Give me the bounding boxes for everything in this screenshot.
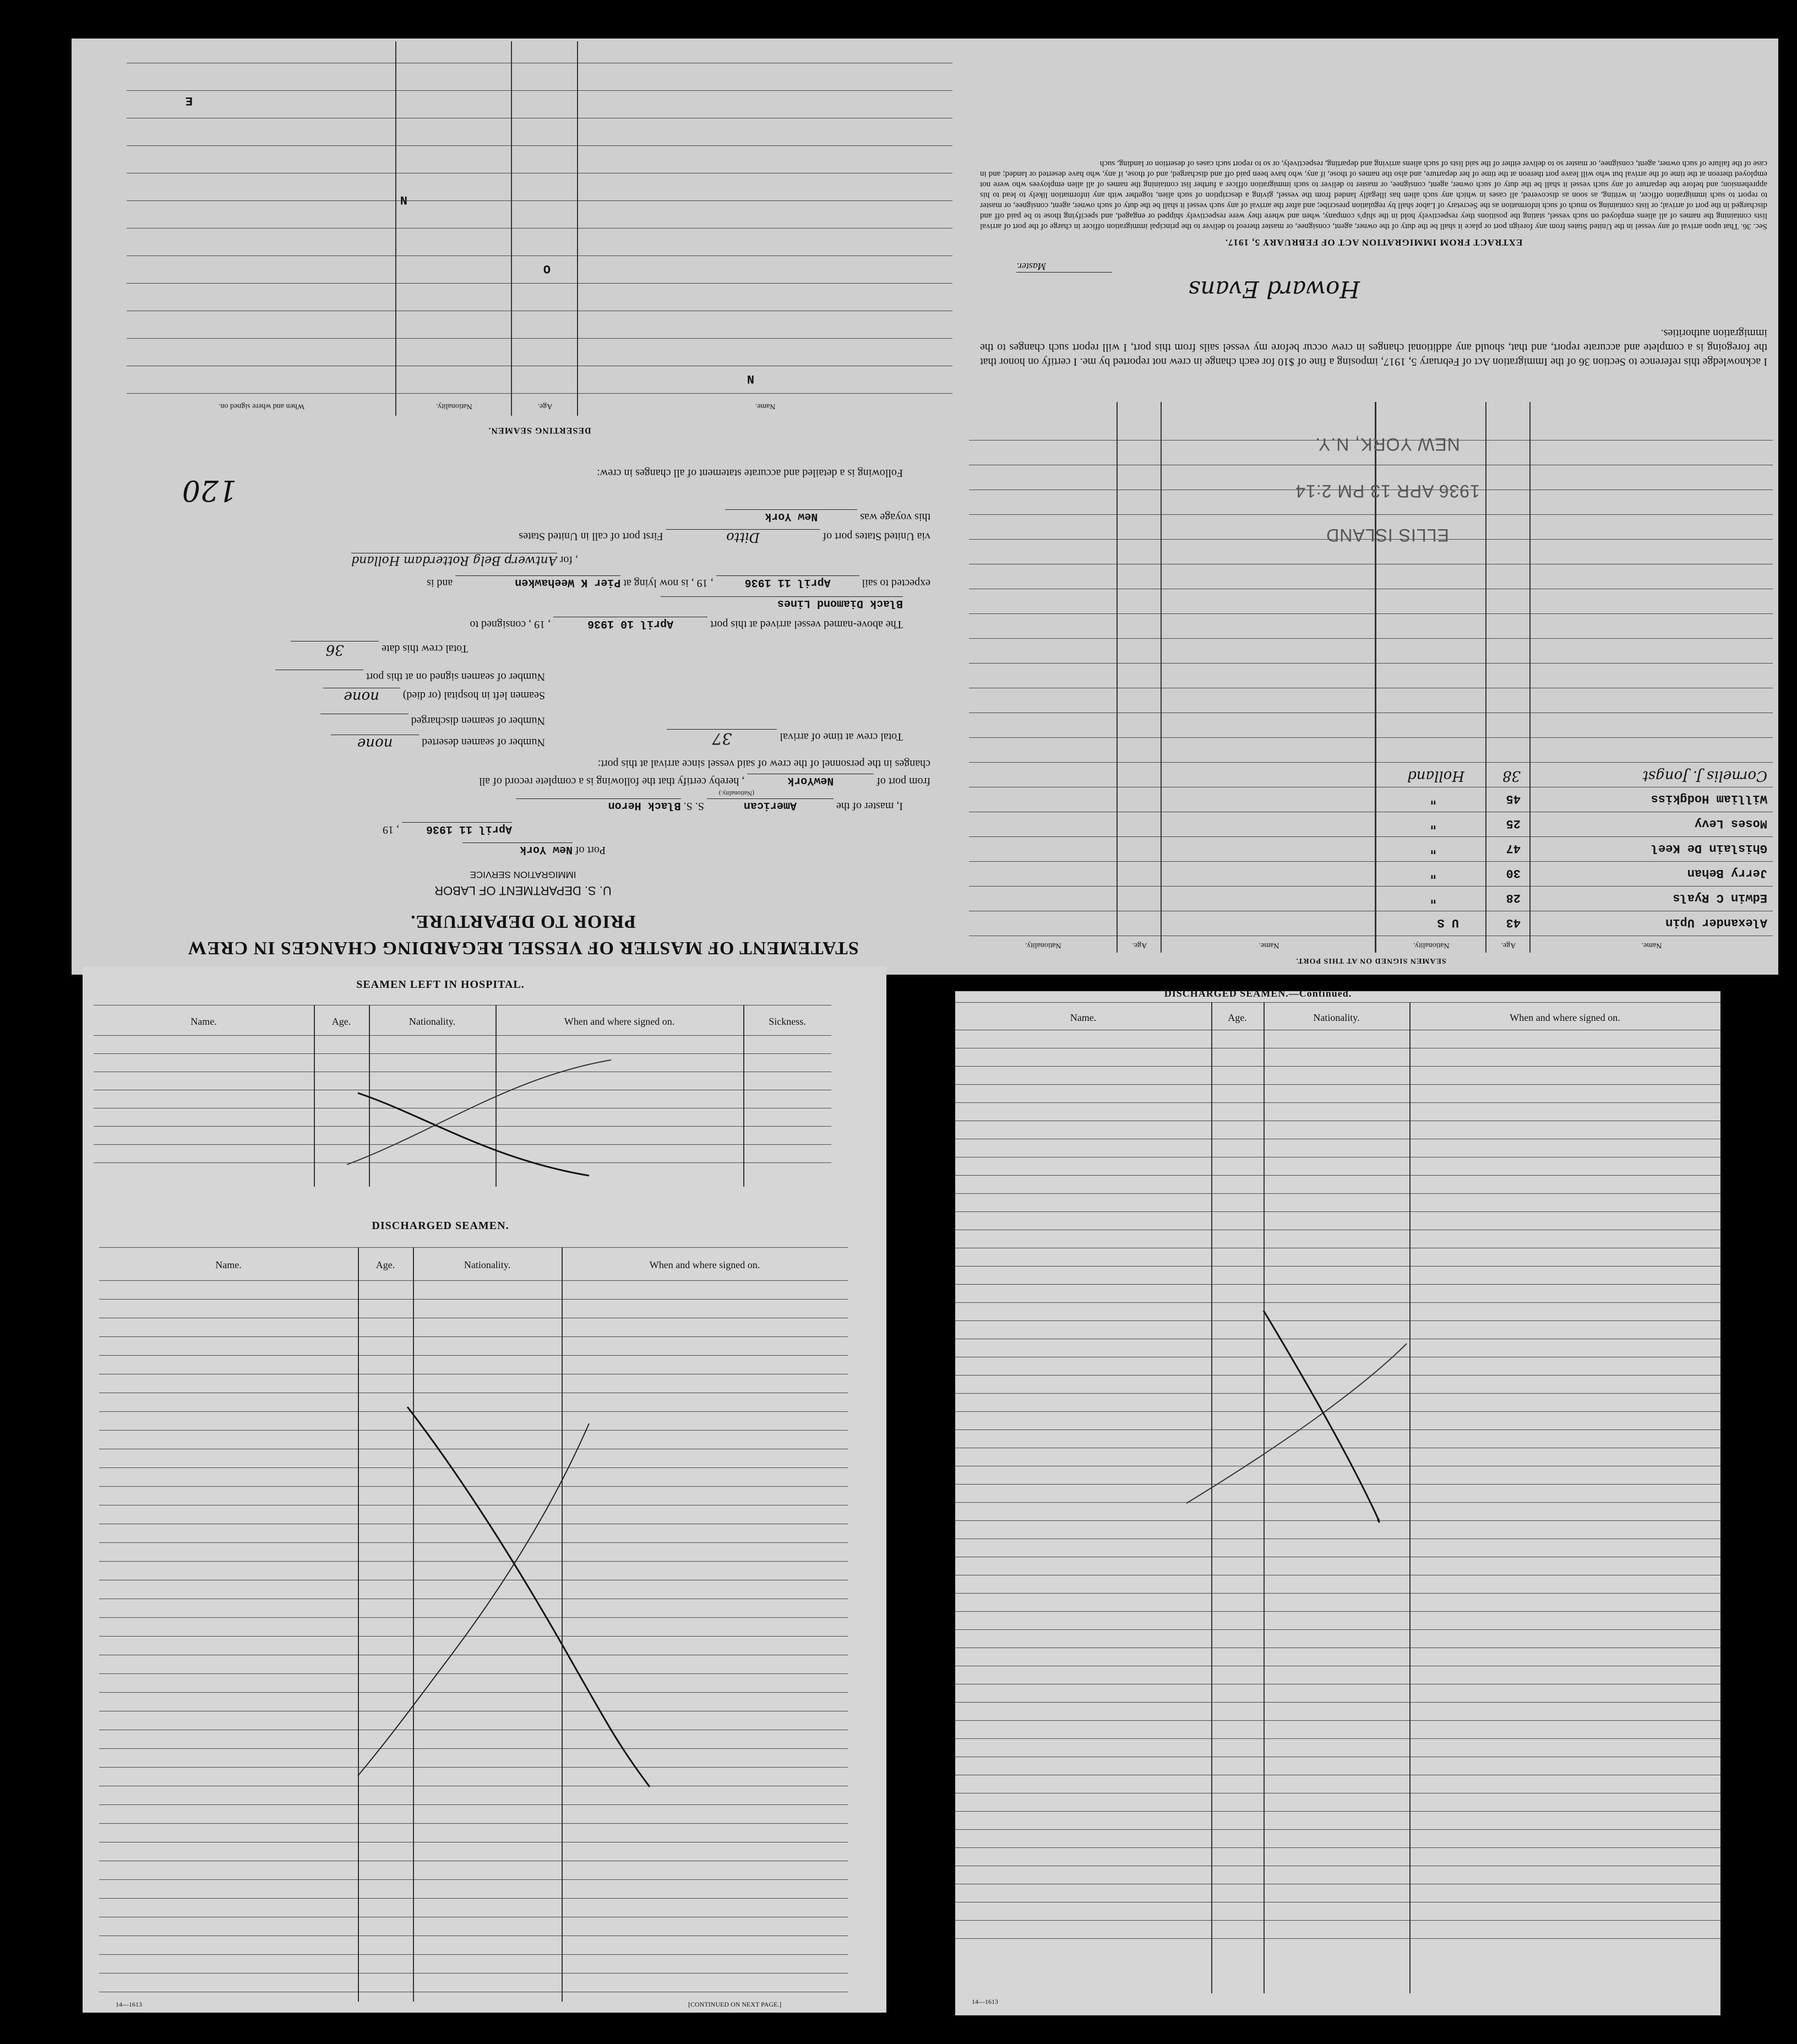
deserting-title: DESERTING SEAMEN. (488, 426, 591, 435)
arrived-value: April 10 1936 (553, 617, 707, 630)
signed-header-nationality-2: Nationality. (1025, 941, 1061, 949)
signed-row-name: Cornelis J. Jongst (1642, 768, 1767, 784)
ship-name: Black Heron (516, 798, 681, 812)
total-arrival-line (667, 729, 903, 748)
lying-value: Pier K Weehawken (455, 575, 620, 589)
for-label: , for (559, 554, 578, 566)
signed-row-nationality: " (1429, 866, 1437, 880)
hospital-value: none (323, 688, 400, 705)
master-text: I, master of the (836, 800, 903, 812)
via-value: Ditto (666, 529, 820, 545)
voyage-line (725, 509, 930, 523)
and-is: and is (427, 577, 453, 589)
arrived-line (470, 617, 903, 630)
service-name: IMMIGRATION SERVICE (470, 869, 576, 880)
first-port-label: First port of call in United States (519, 530, 663, 542)
signed-row-age: 28 (1506, 891, 1521, 905)
total-date-line (291, 641, 468, 658)
extract-text: Sec. 36. That upon arrival of any vessel in the United States from any foreign port or place it shall be the duty of the owner, agent, consignee, or master thereof to deliver to the principal immigration officer in charge of the port of arrival lists containing the names of all aliens employed on such vessel, stating the positions they respectively hold in the ship's company, when and where they were respectively shipped or engaged, and specifying those to be paid off and discharged in the port of arrival; or lists containing so much of such information as the Secretary of Labor shall by regulation prescribe; and after the arrival of any such vessel it shall be the duty of such owner, agent, consignee, or master to report to such immigration officer, in writing, as soon as discovered, all cases in which any such alien has illegally landed from the vessel, giving a description of such alien, together with any information likely to lead to his apprehension; and before the departure of any such vessel it shall be the duty of such owner, agent, consignee, or master to deliver to such immigration officer a further list containing the names of all alien employees who were not employed thereon at the time of the arrival but who will leave port thereon at the time of her departure, and also the names of those, if any, who have been paid off and discharged, and of those, if any, who have deserted or landed; and in case of the failure of such owner, agent, consignee, or master so to deliver either of the said lists of such aliens arriving and departing, respectively, or so to report such cases of desertion or landing, such (980, 159, 1767, 231)
signed-row-nationality: U S (1437, 916, 1459, 929)
signed-row-name: Edwin C Ryals (1673, 891, 1767, 905)
master-label: Master. (1017, 260, 1113, 273)
total-date-value: 36 (291, 641, 379, 658)
deserting-letter-o: O (543, 262, 551, 275)
port-label: Port of (575, 844, 606, 856)
lying-label: , 19 , is now lying at (623, 577, 714, 589)
following-line: Following is a detailed and accurate statement of all changes in crew: (597, 467, 903, 479)
changes-line: changes in the personnel of the crew of said vessel since arrival at this port: (597, 758, 930, 770)
department-name: U. S. DEPARTMENT OF LABOR (434, 884, 612, 898)
continued-note: [CONTINUED ON NEXT PAGE.] (688, 2000, 782, 2008)
signed-label: Number of seamen signed on at this port (366, 671, 545, 683)
discharged-cont-title: DISCHARGED SEAMEN.—Continued. (1164, 988, 1352, 999)
deserted-line (331, 735, 545, 752)
hospital-header-sickness: Sickness. (769, 1016, 806, 1027)
signed-row-nationality: " (1429, 891, 1437, 905)
form-number-left: 14—1613 (116, 2000, 142, 2008)
signed-row-age: 45 (1506, 792, 1521, 806)
total-date-label: Total crew this date (382, 643, 468, 655)
signed-row-name: Moses Levy (1694, 817, 1767, 830)
deserting-letter-e: E (185, 94, 193, 107)
hospital-header-signed-on: When and where signed on. (564, 1016, 675, 1027)
signed-header-name-1: Name. (1641, 941, 1662, 949)
certify-text: , hereby certify that the following is a complete record of all (479, 775, 745, 787)
discharged-table (99, 1247, 848, 2002)
hospital-title: SEAMEN LEFT IN HOSPITAL. (356, 978, 525, 991)
discharged-cross-out (99, 1247, 848, 2002)
signed-header-name-2: Name. (1259, 941, 1279, 949)
signed-row-age: 43 (1506, 916, 1521, 929)
bottom-right-sheet (955, 988, 1720, 2015)
arrived-label: The above-named vessel arrived at this port (710, 618, 903, 630)
voyage-value: New York (725, 509, 857, 523)
discharged-header-nationality: Nationality. (464, 1259, 511, 1270)
discharged-cont-header-age: Age. (1228, 1012, 1247, 1023)
hospital-label: Seamen left in hospital (or died) (402, 689, 545, 702)
from-port-value: NewYork (747, 774, 874, 787)
discharged-cont-header-signed-on: When and where signed on. (1510, 1012, 1620, 1023)
deserting-header-nationality: Nationality. (436, 402, 472, 410)
date-line (383, 822, 512, 836)
deserted-value: none (331, 735, 419, 752)
expected-line (427, 575, 930, 589)
for-value: Antwerp Belg Rotterdam Holland (351, 553, 557, 567)
signed-row-name: Jerry Behan (1687, 866, 1767, 880)
expected-label: expected to sail (862, 577, 930, 589)
consignee-line (661, 596, 903, 610)
date-suffix: , 19 (383, 824, 399, 836)
port-value: New York (462, 842, 573, 856)
via-line (519, 529, 930, 545)
from-port-label: from port of (876, 775, 930, 787)
signed-row-name: William Hodgkiss (1651, 792, 1767, 806)
signed-line (275, 670, 545, 683)
signed-row-nationality: " (1429, 792, 1437, 806)
discharged-cont-cross-out (955, 1002, 1720, 1993)
signed-header-age-2: Age. (1132, 941, 1147, 949)
form-number-right: 14—1613 (972, 1998, 998, 2005)
signed-row-name: Ghislain De Keel (1651, 841, 1767, 855)
deserted-label: Number of seamen deserted (422, 736, 545, 748)
deserting-letter-n1: N (747, 372, 754, 385)
number-120: 120 (182, 474, 237, 507)
discharged-label: Number of seamen discharged (411, 715, 545, 727)
signed-row-nationality: " (1429, 817, 1437, 830)
hospital-header-nationality: Nationality. (409, 1016, 456, 1027)
discharged-title: DISCHARGED SEAMEN. (372, 1220, 509, 1232)
master-line (516, 798, 903, 812)
signed-row-name: Alexander Upin (1665, 916, 1767, 929)
acknowledgement-text: I acknowledge this reference to Section 36 of the Immigration Act of February 5, 1917, imposing a fine of $10 for each change in crew not reported by me. I certify on honor that the foregoing is a complete and accurate report, and that, should any additional changes in crew occur before my vessel sails from this port, I will report such changes to the immigration authorities. (980, 327, 1767, 368)
via-label: via United States port of (823, 530, 930, 542)
discharged-header-age: Age. (375, 1259, 395, 1270)
stamp-line-3: NEW YORK, N.Y. (1315, 434, 1460, 454)
signed-row-nationality: " (1429, 841, 1437, 855)
discharged-line (320, 714, 545, 727)
ellis-island-stamp (1195, 418, 1580, 551)
discharged-header-name: Name. (215, 1259, 242, 1270)
discharged-cont-table (955, 1002, 1720, 1993)
master-signature: Howard Evans (1188, 276, 1360, 303)
nationality-caption: (Nationality.) (718, 790, 754, 797)
deserting-header-signed-on: When and where signed on. (219, 402, 304, 410)
bottom-left-sheet (83, 966, 886, 2013)
deserting-letter-n2: N (400, 193, 407, 206)
port-line (462, 842, 606, 856)
hospital-cross-out (94, 1005, 831, 1187)
signed-row-age: 25 (1506, 817, 1521, 830)
consigned-label: , 19 , consigned to (470, 618, 551, 630)
discharged-cont-header-nationality: Nationality. (1313, 1012, 1360, 1023)
master-nationality: American (707, 798, 834, 812)
statement-form (83, 424, 963, 975)
expected-value: April 11 1936 (716, 575, 859, 589)
date-value: April 11 1936 (402, 822, 512, 835)
top-sheet (72, 39, 1778, 975)
hospital-table (94, 1005, 831, 1187)
deserting-seamen-section (116, 39, 963, 446)
deserting-header-age: Age. (537, 402, 553, 410)
signed-row-age: 38 (1502, 768, 1521, 784)
signed-on-title: SEAMEN SIGNED ON AT THIS PORT. (1295, 956, 1446, 965)
hospital-line (323, 688, 545, 705)
hospital-header-age: Age. (331, 1016, 351, 1027)
stamp-line-2: 1936 APR 13 PM 2:14 (1295, 481, 1480, 501)
consignee: Black Diamond Lines (661, 596, 903, 610)
stamp-line-1: ELLIS ISLAND (1326, 525, 1449, 545)
deserting-table (127, 41, 952, 416)
from-port-line (479, 774, 930, 787)
extract-title: EXTRACT FROM IMMIGRATION ACT OF FEBRUARY 5, 1917. (1224, 237, 1523, 248)
statement-title-2: PRIOR TO DEPARTURE. (410, 911, 636, 932)
signed-header-age-1: Age. (1501, 941, 1516, 949)
hospital-header-name: Name. (190, 1016, 217, 1027)
signed-row-age: 47 (1506, 841, 1521, 855)
for-line (351, 553, 578, 567)
discharged-cont-header-name: Name. (1070, 1012, 1097, 1023)
discharged-header-signed-on: When and where signed on. (649, 1259, 760, 1270)
signed-header-nationality-1: Nationality. (1413, 941, 1450, 949)
voyage-label: this voyage was (860, 511, 930, 523)
ss-label: S. S. (683, 800, 704, 812)
total-arrival-value: 37 (667, 729, 777, 748)
deserting-header-name: Name. (755, 402, 776, 410)
total-arrival-label: Total crew at time of arrival (780, 731, 903, 743)
statement-title-1: STATEMENT OF MASTER OF VESSEL REGARDING CHANGES IN CREW (187, 938, 859, 958)
acknowledgement-section (969, 39, 1778, 380)
signed-row-age: 30 (1506, 866, 1521, 880)
signed-row-nationality: Holland (1407, 768, 1464, 784)
